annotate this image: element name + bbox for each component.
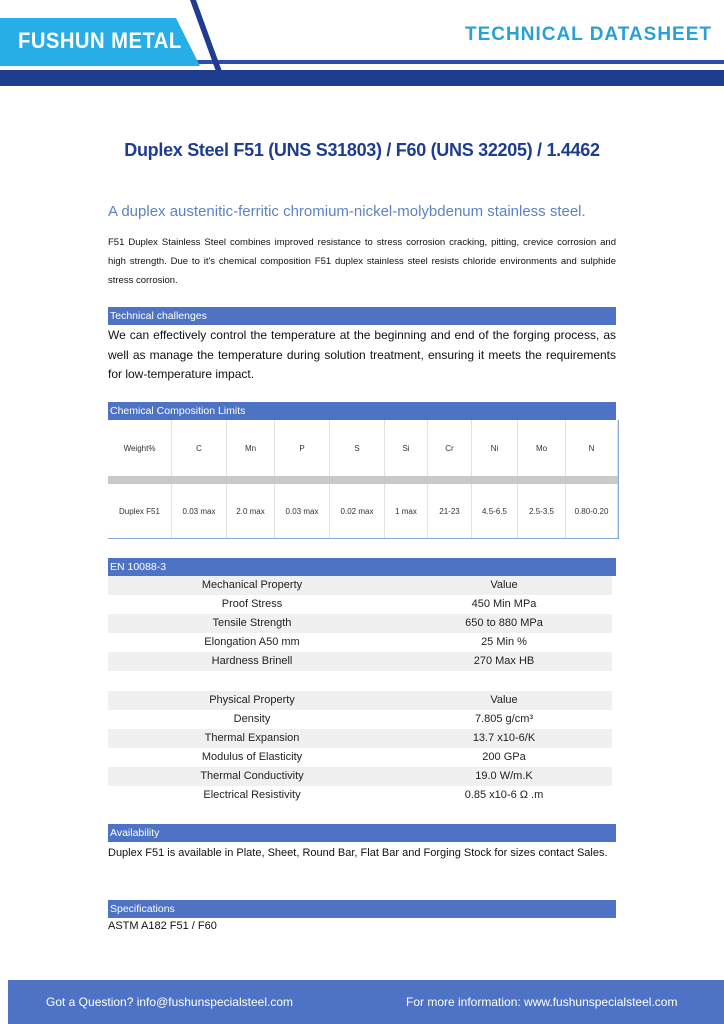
chem-value-cell: 2.5-3.5 bbox=[518, 484, 566, 538]
table-row bbox=[108, 729, 612, 748]
property-value: 650 to 880 MPa bbox=[465, 617, 543, 629]
chem-value-cell: 0.02 max bbox=[330, 484, 385, 538]
logo: FUSHUN METAL bbox=[18, 28, 182, 53]
chem-value-cell: 21-23 bbox=[428, 484, 472, 538]
table-row bbox=[108, 633, 612, 652]
page-title: Duplex Steel F51 (UNS S31803) / F60 (UNS 32205) / 1.4462 bbox=[124, 140, 600, 160]
chemical-composition-heading: Chemical Composition Limits bbox=[108, 402, 616, 420]
table-row bbox=[108, 786, 612, 805]
property-value: 7.805 g/cm³ bbox=[474, 713, 534, 725]
specifications-heading: Specifications bbox=[108, 900, 616, 918]
chem-header-cell: Ni bbox=[472, 420, 518, 476]
property-name: Mechanical Property bbox=[201, 579, 303, 591]
chem-header-cell: Si bbox=[385, 420, 428, 476]
property-value: Value bbox=[490, 694, 518, 706]
document-type: TECHNICAL DATASHEET bbox=[465, 24, 712, 45]
table-row bbox=[108, 484, 618, 538]
property-name: Density bbox=[233, 713, 271, 725]
chem-header-cell: C bbox=[172, 420, 227, 476]
property-name: Thermal Expansion bbox=[204, 732, 300, 744]
chemical-composition-table bbox=[108, 420, 619, 539]
mechanical-property-table bbox=[108, 576, 612, 671]
property-value: 450 Min MPa bbox=[471, 598, 537, 610]
chem-value-cell: Duplex F51 bbox=[108, 484, 172, 538]
availability-text: Duplex F51 is available in Plate, Sheet, Round Bar, Flat Bar and Forging Stock for sizes contact Sales. bbox=[108, 847, 608, 859]
property-name: Proof Stress bbox=[221, 598, 283, 610]
property-name: Physical Property bbox=[209, 694, 295, 706]
property-value: 25 Min % bbox=[481, 636, 527, 648]
chem-value-cell: 2.0 max bbox=[227, 484, 275, 538]
chem-header-cell: S bbox=[330, 420, 385, 476]
intro-paragraph: F51 Duplex Stainless Steel combines improved resistance to stress corrosion cracking, pitting, crevice corrosion and high strength. Due to it's chemical composition F51 duplex stainless steel resists chloride environments and sulphide stress corrosion. bbox=[108, 237, 616, 286]
table-row bbox=[108, 595, 612, 614]
table-separator bbox=[108, 476, 618, 484]
chem-header-cell: Cr bbox=[428, 420, 472, 476]
technical-challenges-heading: Technical challenges bbox=[108, 307, 616, 325]
property-name: Electrical Resistivity bbox=[203, 789, 301, 801]
table-header-row bbox=[108, 691, 612, 710]
chem-header-cell: Mo bbox=[518, 420, 566, 476]
chem-header-cell: Weight% bbox=[108, 420, 172, 476]
header-band bbox=[0, 70, 724, 86]
table-header-row bbox=[108, 420, 618, 476]
table-row bbox=[108, 748, 612, 767]
chem-header-cell: N bbox=[566, 420, 618, 476]
table-row bbox=[108, 710, 612, 729]
property-name: Modulus of Elasticity bbox=[201, 751, 303, 763]
property-value: 200 GPa bbox=[482, 751, 526, 763]
chem-header-cell: Mn bbox=[227, 420, 275, 476]
property-value: 0.85 x10-6 Ω .m bbox=[464, 789, 544, 801]
physical-property-table bbox=[108, 691, 612, 805]
property-value: 270 Max HB bbox=[473, 655, 535, 667]
chem-value-cell: 0.03 max bbox=[172, 484, 227, 538]
property-name: Thermal Conductivity bbox=[200, 770, 304, 782]
chem-value-cell: 0.80-0.20 bbox=[566, 484, 618, 538]
availability-heading: Availability bbox=[108, 824, 616, 842]
property-name: Hardness Brinell bbox=[211, 655, 293, 667]
chem-value-cell: 4.5-6.5 bbox=[472, 484, 518, 538]
footer-contact: Got a Question? info@fushunspecialsteel.com bbox=[46, 995, 293, 1009]
chem-value-cell: 0.03 max bbox=[275, 484, 330, 538]
footer-website: For more information: www.fushunspecialsteel.com bbox=[406, 995, 678, 1009]
property-name: Elongation A50 mm bbox=[204, 636, 300, 648]
property-value: Value bbox=[490, 579, 518, 591]
page-header bbox=[0, 0, 724, 90]
property-value: 13.7 x10-6/K bbox=[472, 732, 536, 744]
chem-value-cell: 1 max bbox=[385, 484, 428, 538]
table-row bbox=[108, 652, 612, 671]
table-header-row bbox=[108, 576, 612, 595]
table-row bbox=[108, 767, 612, 786]
table-row bbox=[108, 614, 612, 633]
chem-header-cell: P bbox=[275, 420, 330, 476]
specifications-text: ASTM A182 F51 / F60 bbox=[108, 920, 217, 932]
en-10088-heading: EN 10088-3 bbox=[108, 558, 616, 576]
page-subtitle: A duplex austenitic-ferritic chromium-nickel-molybdenum stainless steel. bbox=[108, 203, 586, 220]
page-footer bbox=[8, 980, 724, 1024]
property-value: 19.0 W/m.K bbox=[475, 770, 533, 782]
technical-challenges-text: We can effectively control the temperature at the beginning and end of the forging process, as well as manage the temperature during solution treatment, ensuring it meets the requirements for low-temperature impact. bbox=[108, 328, 616, 381]
property-name: Tensile Strength bbox=[212, 617, 292, 629]
